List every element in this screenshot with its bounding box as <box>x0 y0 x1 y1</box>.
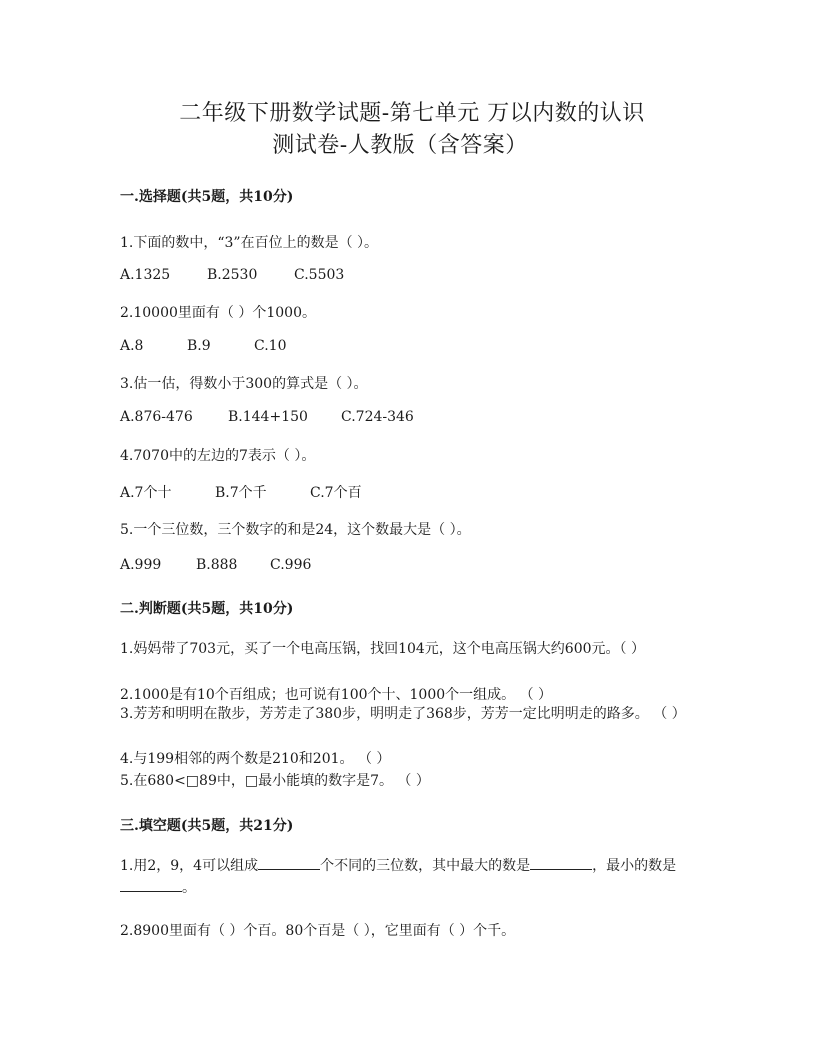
document-title-line-2: 测试卷-人教版（含答案） <box>272 133 528 158</box>
choice-question-3: 3.估一估，得数小于300的算式是（ ）。 <box>120 376 368 392</box>
option-b: B.7个千 <box>215 485 267 501</box>
option-b: B.144+150 <box>228 409 308 425</box>
fill-q1-text-3: ，最小的数是 <box>592 858 677 874</box>
document-title-line-1: 二年级下册数学试题-第七单元 万以内数的认识 <box>179 101 645 126</box>
fill-question-1 <box>120 855 695 899</box>
judgement-question-3: 3.芳芳和明明在散步，芳芳走了380步，明明走了368步，芳芳一定比明明走的路多。 （ ） <box>120 706 686 722</box>
choice-options-1 <box>120 267 344 283</box>
choice-question-4: 4.7070中的左边的7表示（ ）。 <box>120 448 316 464</box>
choice-question-1: 1.下面的数中，“3”在百位上的数是（ ）。 <box>120 235 379 251</box>
option-a: A.1325 <box>120 267 171 283</box>
option-b: B.2530 <box>207 267 258 283</box>
option-c: C.5503 <box>294 267 345 283</box>
option-a: A.8 <box>120 338 144 354</box>
choice-question-5: 5.一个三位数，三个数字的和是24，这个数最大是（ ）。 <box>120 522 471 538</box>
choice-options-2 <box>120 338 286 354</box>
option-c: C.10 <box>254 338 287 354</box>
option-a: A.7个十 <box>120 485 172 501</box>
judgement-question-2: 2.1000是有10个百组成；也可说有100个十、1000个一组成。 （ ） <box>120 687 553 703</box>
answer-blank[interactable] <box>120 877 182 892</box>
choice-options-5 <box>120 557 311 573</box>
choice-question-2: 2.10000里面有（ ）个1000。 <box>120 305 316 321</box>
answer-blank[interactable] <box>530 855 592 870</box>
option-a: A.999 <box>120 557 162 573</box>
judgement-question-5: 5.在680<□89中，□最小能填的数字是7。 （ ） <box>120 773 430 789</box>
judgement-question-1: 1.妈妈带了703元，买了一个电高压锅，找回104元，这个电高压锅大约600元。（ ） <box>120 641 645 657</box>
choice-options-4 <box>120 482 362 502</box>
fill-q1-text-1: 1.用2，9，4可以组成 <box>120 858 259 874</box>
section-heading-judgement: 二.判断题(共5题，共10分) <box>120 601 294 617</box>
option-b: B.888 <box>196 557 238 573</box>
option-c: C.996 <box>270 557 312 573</box>
fill-q1-text-2: 个不同的三位数，其中最大的数是 <box>320 858 531 874</box>
section-heading-fill-blank: 三.填空题(共5题，共21分) <box>120 818 294 834</box>
choice-options-3 <box>120 409 414 425</box>
judgement-question-4: 4.与199相邻的两个数是210和201。 （ ） <box>120 751 391 767</box>
option-c: C.724-346 <box>341 409 414 425</box>
fill-question-2: 2.8900里面有（ ）个百。80个百是（ ），它里面有（ ）个千。 <box>120 923 516 939</box>
option-a: A.876-476 <box>120 409 193 425</box>
fill-q1-text-4: 。 <box>182 880 196 896</box>
option-c: C.7个百 <box>310 485 362 501</box>
answer-blank[interactable] <box>258 855 320 870</box>
option-b: B.9 <box>187 338 211 354</box>
section-heading-choice: 一.选择题(共5题，共10分) <box>120 189 294 205</box>
